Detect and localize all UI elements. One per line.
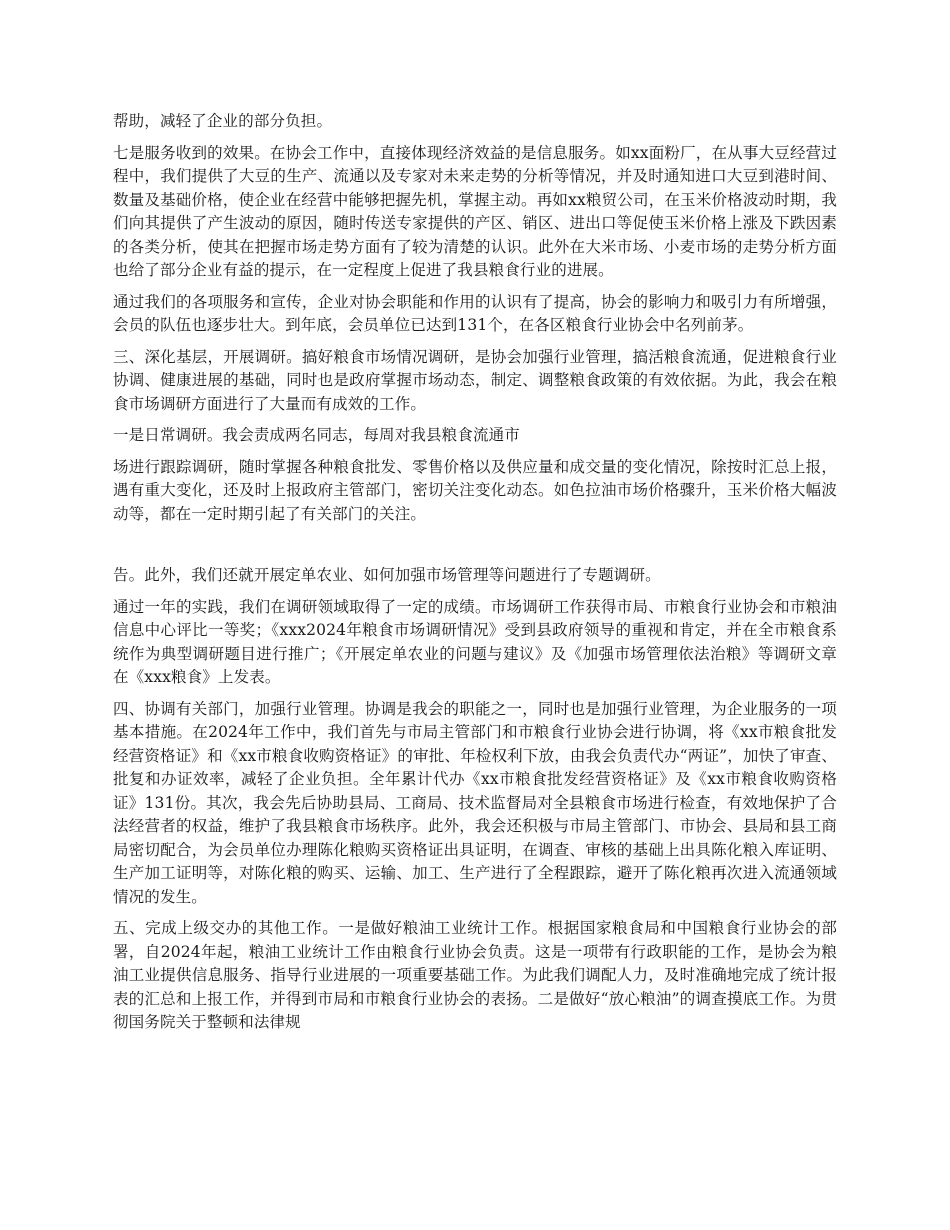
paragraph-3: 通过我们的各项服务和宣传，企业对协会职能和作用的认识有了提高，协会的影响力和吸引力有所增强，会员的队伍也逐步壮大。到年底，会员单位已达到131个，在各区粮食行业协会中名列前茅。 bbox=[113, 292, 837, 334]
paragraph-4: 三、深化基层，开展调研。搞好粮食市场情况调研，是协会加强行业管理，搞活粮食流通，促进粮食行业协调、健康进展的基础，同时也是政府掌握市场动态，制定、调整粮食政策的有效依据。为此，我会在粮食市场调研方面进行了大量而有成效的工作。 bbox=[113, 347, 837, 413]
paragraph-1: 帮助，减轻了企业的部分负担。 bbox=[113, 112, 333, 130]
paragraph-9: 四、协调有关部门，加强行业管理。协调是我会的职能之一，同时也是加强行业管理，为企业服务的一项基本措施。在2024年工作中，我们首先与市局主管部门和市粮食行业协会进行协调，将《xx市粮食批发经营资格证》和《xx市粮食收购资格证》的审批、年检权利下放，由我会负责代办“两证”，加快了审查、批复和办证效率，减轻了企业负担。全年累计代办《xx市粮食批发经营资格证》及《xx市粮食收购资格证》131份。其次，我会先后协助县局、工商局、技术监督局对全县粮食市场进行检查，有效地保护了合法经营者的权益，维护了我县粮食市场秩序。此外，我会还积极与市局主管部门、市协会、县局和县工商局密切配合，为会员单位办理陈化粮购买资格证出具证明，在调查、审核的基础上出具陈化粮入库证明、生产加工证明等，对陈化粮的购买、运输、加工、生产进行了全程跟踪，避开了陈化粮再次进入流通领域情况的发生。 bbox=[113, 699, 837, 906]
paragraph-7: 告。此外，我们还就开展定单农业、如何加强市场管理等问题进行了专题调研。 bbox=[113, 566, 661, 584]
paragraph-6: 场进行跟踪调研，随时掌握各种粮食批发、零售价格以及供应量和成交量的变化情况，除按时汇总上报，遇有重大变化，还及时上报政府主管部门，密切关注变化动态。如色拉油市场价格骤升，玉米价格大幅波动等，都在一定时期引起了有关部门的关注。 bbox=[113, 457, 837, 523]
paragraph-10: 五、完成上级交办的其他工作。一是做好粮油工业统计工作。根据国家粮食局和中国粮食行业协会的部署，自2024年起，粮油工业统计工作由粮食行业协会负责。这是一项带有行政职能的工作，是协会为粮油工业提供信息服务、指导行业进展的一项重要基础工作。为此我们调配人力，及时准确地完成了统计报表的汇总和上报工作，并得到市局和市粮食行业协会的表扬。二是做好“放心粮油”的调查摸底工作。为贯彻国务院关于整顿和法律规 bbox=[113, 919, 837, 1031]
paragraph-8: 通过一年的实践，我们在调研领域取得了一定的成绩。市场调研工作获得市局、市粮食行业协会和市粮油信息中心评比一等奖；《xxx2024年粮食市场调研情况》受到县政府领导的重视和肯定，并在全市粮食系统作为典型调研题目进行推广；《开展定单农业的问题与建议》及《加强市场管理依法治粮》等调研文章在《xxx粮食》上发表。 bbox=[113, 597, 837, 686]
paragraph-2: 七是服务收到的效果。在协会工作中，直接体现经济效益的是信息服务。如xx面粉厂，在从事大豆经营过程中，我们提供了大豆的生产、流通以及专家对未来走势的分析等情况，并及时通知进口大豆到港时间、数量及基础价格，使企业在经营中能够把握先机，掌握主动。再如xx粮贸公司，在玉米价格波动时期，我们向其提供了产生波动的原因，随时传送专家提供的产区、销区、进出口等促使玉米价格上涨及下跌因素的各类分析，使其在把握市场走势方面有了较为清楚的认识。此外在大米市场、小麦市场的走势分析方面也给了部分企业有益的提示，在一定程度上促进了我县粮食行业的进展。 bbox=[113, 143, 837, 279]
document-page bbox=[113, 110, 837, 1035]
paragraph-5: 一是日常调研。我会责成两名同志，每周对我县粮食流通市 bbox=[113, 426, 520, 444]
